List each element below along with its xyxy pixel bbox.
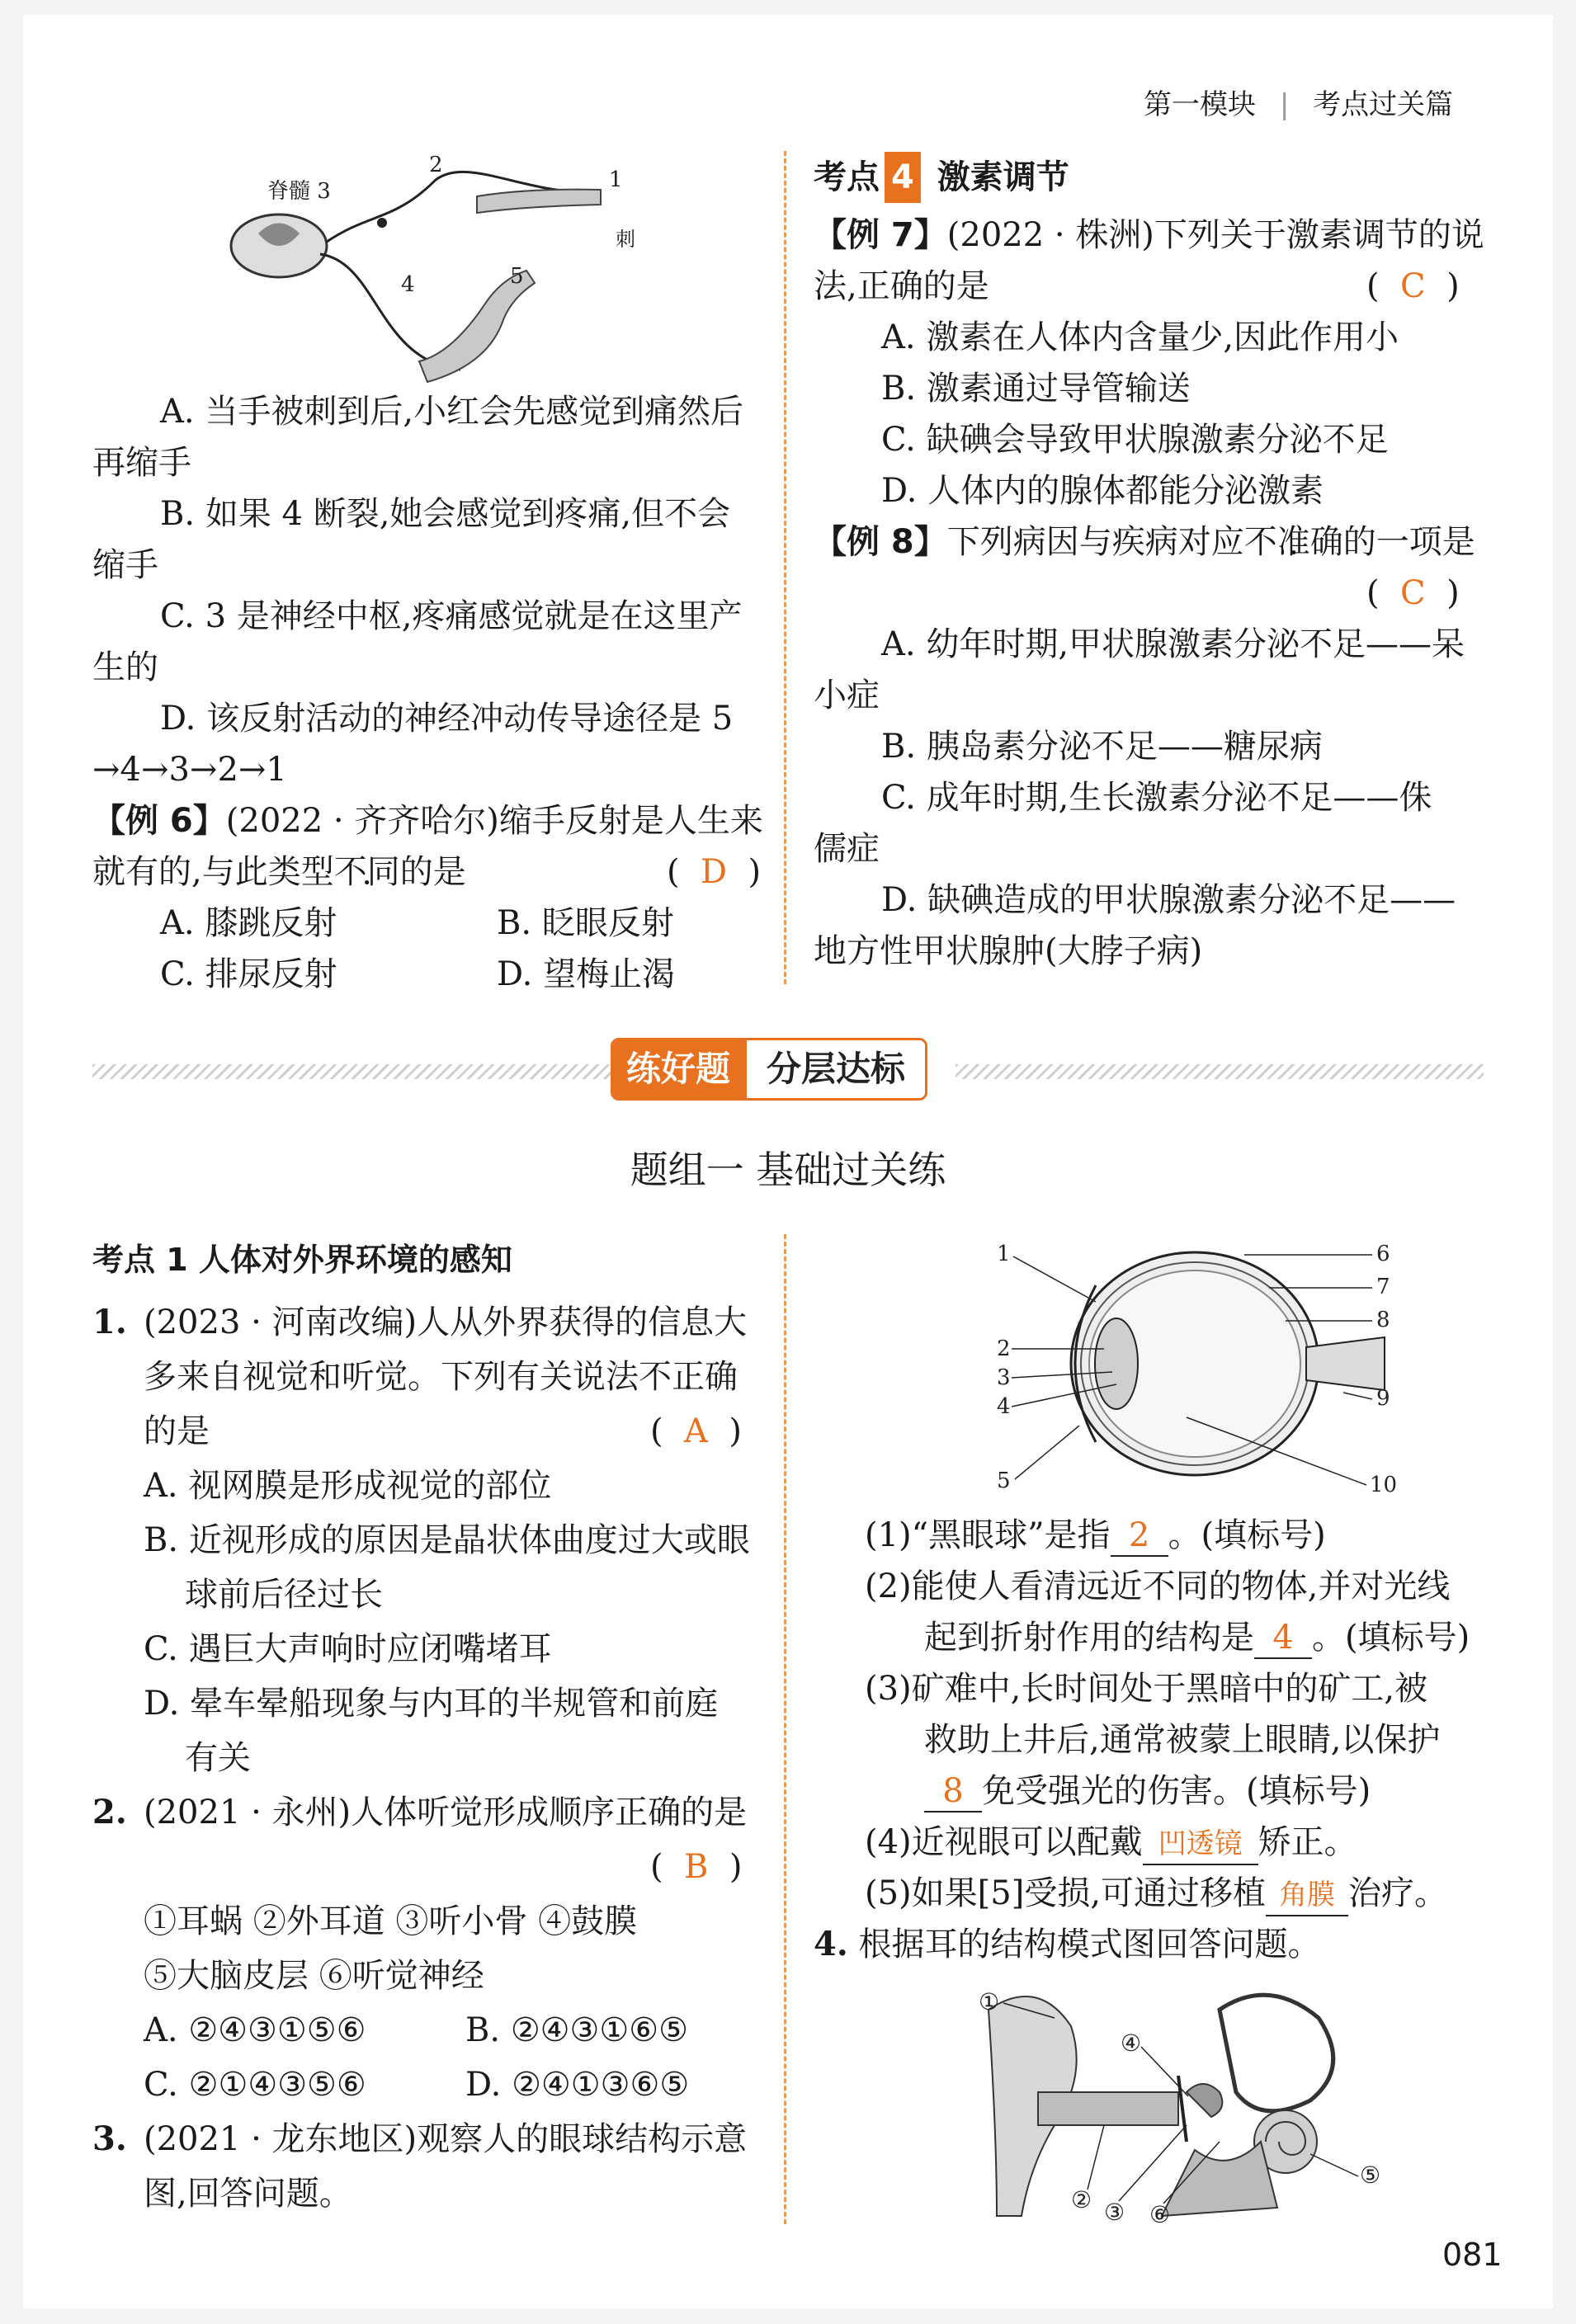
eye-label-9: 9 — [1376, 1386, 1390, 1411]
opt-b-line1: B. 如果 4 断裂,她会感觉到疼痛,但不会 — [160, 495, 731, 533]
example-6-tag: 【例 6】 — [92, 802, 226, 840]
answer-blank: 凹透镜 — [1143, 1824, 1258, 1865]
answer-blank: 2 — [1111, 1516, 1168, 1557]
opt-c-line2: 生的 — [92, 648, 158, 686]
group-title: 题组一 基础过关练 — [630, 1148, 946, 1192]
eye-structure-figure — [972, 1228, 1401, 1508]
ear-label-4: ④ — [1121, 2029, 1142, 2057]
example-8-opt-b: B. 胰岛素分泌不足——糖尿病 — [881, 728, 1323, 766]
q1-line1: (2023 · 河南改编)人从外界获得的信息大 — [144, 1303, 748, 1341]
answer-mark: A — [684, 1412, 708, 1450]
q2-opt-d: D. ②④①③⑥⑤ — [465, 2066, 690, 2104]
answer-mark: D — [701, 853, 728, 891]
example-8-text-b: 的一项是 — [1342, 523, 1475, 561]
example-7-answer: ( C ) — [1366, 267, 1460, 305]
ear-label-2: ② — [1071, 2186, 1092, 2213]
q1-answer: ( A ) — [650, 1412, 742, 1450]
q1-opt-b1: B. 近视形成的原因是晶状体曲度过大或眼 — [144, 1521, 750, 1559]
q1-opt-b2: 球前后径过长 — [185, 1576, 383, 1614]
emphasis-dotted: 不准确 — [1243, 523, 1343, 561]
label-1: 1 — [609, 167, 623, 192]
opt-b-line2: 缩手 — [92, 546, 158, 584]
section-banner — [611, 1038, 927, 1101]
example-8-opt-d1: D. 缺碘造成的甲状腺激素分泌不足—— — [881, 881, 1456, 919]
example-8-opt-a2: 小症 — [814, 676, 880, 714]
example-6-answer: ( D ) — [667, 853, 762, 891]
q2-opt-a: A. ②④③①⑤⑥ — [144, 2011, 366, 2049]
banner-hatch-left — [92, 1064, 620, 1079]
example-7-line1 — [814, 210, 1484, 261]
example-7-text: (2022 · 株洲)下列关于激素调节的说 — [946, 216, 1484, 254]
example-7-line2: 法,正确的是 — [814, 267, 989, 305]
banner-left: 练好题 — [613, 1040, 747, 1098]
example-6-line2 — [92, 846, 466, 898]
example-6-line1 — [92, 795, 763, 846]
q2-items2: ⑤大脑皮层 ⑥听觉神经 — [144, 1957, 484, 1995]
kaodian-title: 激素调节 — [937, 158, 1069, 196]
opt-d-line2: →4→3→2→1 — [92, 751, 287, 789]
example-6-text-2a: 就有的,与此类型 — [92, 853, 334, 891]
q2-number: 2. — [92, 1793, 127, 1831]
q3-sub3-line3 — [924, 1765, 1371, 1817]
q3-line1: (2021 · 龙东地区)观察人的眼球结构示意 — [144, 2120, 748, 2158]
label-spinal: 脊髓 3 — [267, 179, 331, 204]
opt-a-line1: A. 当手被刺到后,小红会先感觉到痛然后 — [160, 393, 744, 431]
q1-opt-c: C. 遇巨大声响时应闭嘴堵耳 — [144, 1630, 552, 1668]
q1-opt-d2: 有关 — [185, 1739, 251, 1777]
eye-label-3: 3 — [997, 1365, 1011, 1390]
q3-sub5-tail: 治疗。 — [1348, 1874, 1448, 1912]
q3-sub1-text: (1)“黑眼球”是指 — [865, 1516, 1111, 1554]
q3-sub1-tail: 。(填标号) — [1168, 1516, 1326, 1554]
eye-label-8: 8 — [1376, 1308, 1390, 1332]
q4-number: 4. — [814, 1925, 848, 1963]
example-7-opt-c: C. 缺碘会导致甲状腺激素分泌不足 — [881, 421, 1389, 459]
q3-sub2-line1: (2)能使人看清远近不同的物体,并对光线 — [865, 1567, 1451, 1605]
example-8-opt-c2: 儒症 — [814, 830, 880, 868]
header-section: 考点过关篇 — [1313, 88, 1454, 121]
example-7-opt-a: A. 激素在人体内含量少,因此作用小 — [881, 318, 1399, 356]
example-8-tag: 【例 8】 — [814, 523, 947, 561]
q3-number: 3. — [92, 2119, 127, 2158]
eye-label-10: 10 — [1370, 1473, 1398, 1497]
q1-number: 1. — [92, 1303, 127, 1341]
q2-answer: ( B ) — [650, 1848, 743, 1886]
example-6-opt-a: A. 膝跳反射 — [160, 904, 337, 942]
q3-sub5 — [865, 1868, 1447, 1919]
column-divider-top — [784, 151, 786, 984]
q3-sub4-text: (4)近视眼可以配戴 — [865, 1823, 1143, 1861]
q3-sub4 — [865, 1817, 1357, 1868]
kaodian-number-badge: 4 — [885, 152, 921, 203]
kaodian-4-heading — [814, 152, 1069, 203]
answer-mark: B — [684, 1848, 709, 1886]
ear-label-1: ① — [979, 1988, 1000, 2015]
opt-a-line2: 再缩手 — [92, 444, 191, 482]
example-8-opt-a1: A. 幼年时期,甲状腺激素分泌不足——呆 — [881, 625, 1465, 663]
example-8-text-a: 下列病因与疾病对应 — [946, 523, 1244, 561]
q3-sub2-text: 起到折射作用的结构是 — [924, 1619, 1254, 1657]
example-6-opt-c: C. 排尿反射 — [160, 955, 337, 993]
eye-label-1: 1 — [997, 1242, 1011, 1266]
q3-sub2-line2 — [924, 1612, 1470, 1663]
q3-line2: 图,回答问题。 — [144, 2175, 352, 2213]
ear-label-6: ⑥ — [1149, 2201, 1171, 2224]
answer-mark: C — [1400, 574, 1426, 612]
q2-opt-c: C. ②①④③⑤⑥ — [144, 2066, 366, 2104]
kaodian-1-heading: 考点 1 人体对外界环境的感知 — [92, 1242, 512, 1278]
header-separator: | — [1279, 88, 1290, 121]
q2-line1: (2021 · 永州)人体听觉形成顺序正确的是 — [144, 1794, 748, 1831]
example-8-answer: ( C ) — [1366, 574, 1460, 612]
q2-opt-b: B. ②④③①⑥⑤ — [465, 2011, 688, 2049]
page-number: 081 — [1442, 2237, 1503, 2273]
example-7-tag: 【例 7】 — [814, 216, 947, 254]
label-4: 4 — [401, 272, 415, 297]
banner-right: 分层达标 — [747, 1040, 925, 1098]
example-8-opt-d2: 地方性甲状腺肿(大脖子病) — [814, 932, 1203, 970]
eye-label-2: 2 — [997, 1336, 1011, 1361]
q4 — [814, 1919, 1320, 1970]
label-prick: 刺 — [616, 228, 635, 251]
example-6-opt-d: D. 望梅止渴 — [497, 955, 676, 993]
kaodian-prefix: 考点 — [814, 158, 880, 196]
q3-sub2-tail: 。(填标号) — [1312, 1619, 1470, 1657]
example-6-opt-b: B. 眨眼反射 — [497, 904, 674, 942]
answer-mark: C — [1400, 267, 1426, 305]
q3-sub1 — [865, 1510, 1326, 1561]
ear-structure-figure — [972, 1977, 1401, 2224]
q3-sub3-line1: (3)矿难中,长时间处于黑暗中的矿工,被 — [865, 1670, 1428, 1708]
q1-opt-d1: D. 晕车晕船现象与内耳的半规管和前庭 — [144, 1685, 719, 1723]
eye-label-6: 6 — [1376, 1242, 1390, 1266]
emphasis-dotted: 不同 — [333, 853, 400, 891]
page — [23, 15, 1553, 2308]
label-5: 5 — [510, 264, 524, 289]
eye-label-4: 4 — [997, 1394, 1011, 1419]
ear-label-3: ③ — [1104, 2199, 1125, 2224]
q3-sub3-line2: 救助上井后,通常被蒙上眼睛,以保护 — [924, 1721, 1441, 1759]
q3-sub3-text: 免受强光的伤害。(填标号) — [982, 1772, 1371, 1810]
eye-label-5: 5 — [997, 1468, 1011, 1493]
q1-line3: 的是 — [144, 1412, 210, 1450]
header-module: 第一模块 — [1144, 88, 1256, 121]
example-8-line1 — [814, 516, 1475, 568]
answer-blank: 8 — [924, 1771, 982, 1813]
example-6-text-2b: 的是 — [399, 853, 466, 891]
column-divider-bottom — [784, 1234, 786, 2224]
header — [1144, 79, 1453, 130]
reflex-arc-figure — [213, 147, 642, 386]
q4-text: 根据耳的结构模式图回答问题。 — [858, 1926, 1321, 1963]
opt-c-line1: C. 3 是神经中枢,疼痛感觉就是在这里产 — [160, 597, 743, 635]
ear-label-5: ⑤ — [1360, 2161, 1381, 2189]
example-6-text: (2022 · 齐齐哈尔)缩手反射是人生来 — [225, 802, 763, 840]
q2-items1: ①耳蜗 ②外耳道 ③听小骨 ④鼓膜 — [144, 1902, 638, 1940]
q1-line2 — [144, 1351, 738, 1402]
answer-blank: 4 — [1254, 1618, 1312, 1659]
answer-blank: 角膜 — [1266, 1875, 1348, 1916]
eye-label-7: 7 — [1376, 1275, 1390, 1299]
q3-sub4-tail: 矫正。 — [1257, 1823, 1357, 1861]
q3-sub5-text: (5)如果[5]受损,可通过移植 — [865, 1874, 1267, 1912]
example-7-opt-b: B. 激素通过导管输送 — [881, 370, 1191, 408]
example-7-opt-d: D. 人体内的腺体都能分泌激素 — [881, 472, 1324, 510]
q1-text-2a: 多来自视觉和听觉。下列有关说法 — [144, 1358, 639, 1396]
label-2: 2 — [429, 153, 443, 177]
emphasis-dotted: 不正确 — [639, 1358, 738, 1396]
q1-opt-a: A. 视网膜是形成视觉的部位 — [144, 1467, 552, 1505]
opt-d-line1: D. 该反射活动的神经冲动传导途径是 5 — [160, 700, 734, 738]
banner-hatch-right — [956, 1064, 1484, 1079]
example-8-opt-c1: C. 成年时期,生长激素分泌不足——侏 — [881, 779, 1432, 817]
